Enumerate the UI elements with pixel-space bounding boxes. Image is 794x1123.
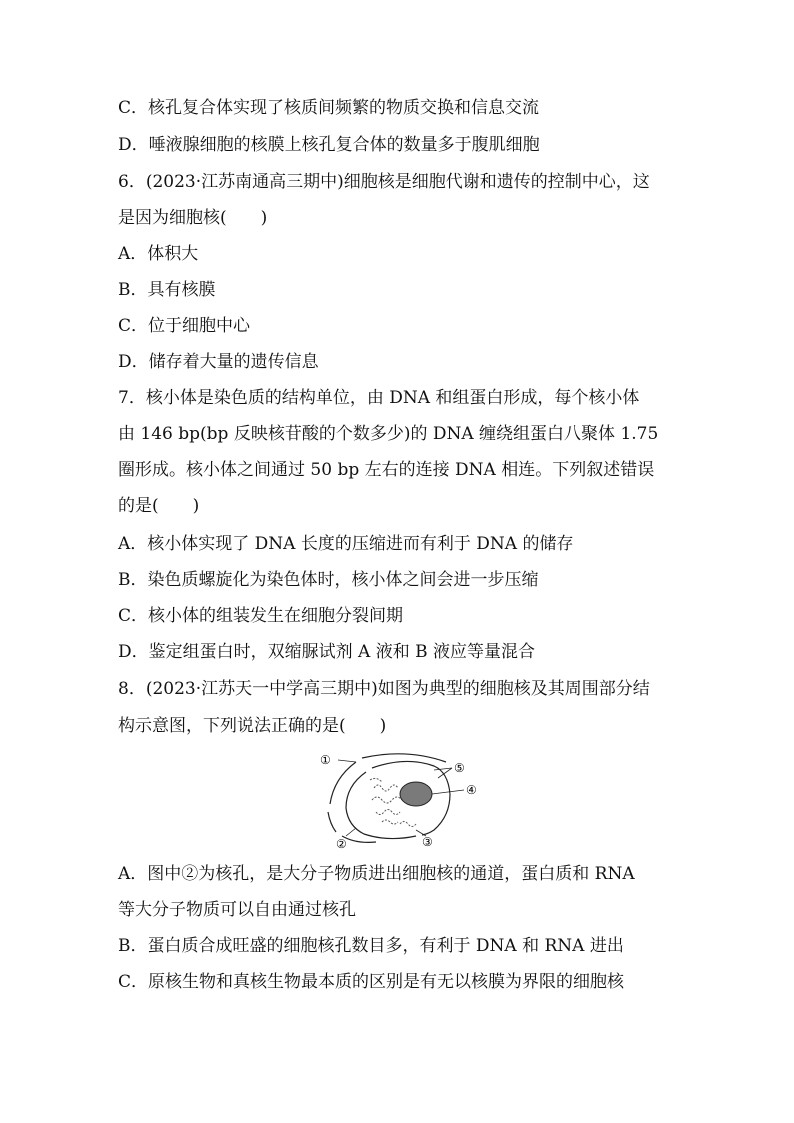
nuclear-envelope-outer-arc-2 [328,812,336,832]
label-1: ① [320,753,331,767]
option-b-q8: B．蛋白质合成旺盛的细胞核孔数目多，有利于 DNA 和 RNA 进出 [118,936,624,956]
question-7-stem-cont-2: 圈形成。核小体之间通过 50 bp 左右的连接 DNA 相连。下列叙述错误 [118,460,655,480]
option-b-q7: B．染色质螺旋化为染色体时，核小体之间会进一步压缩 [118,570,539,590]
question-7-stem-cont-1: 由 146 bp(bp 反映核苷酸的个数多少)的 DNA 缠绕组蛋白八聚体 1.75 [118,424,659,444]
option-a-q6: A．体积大 [118,244,199,264]
nuclear-envelope-outer-arc-3 [342,836,376,842]
question-6-stem: 6．(2023·江苏南通高三期中)细胞核是细胞代谢和遗传的控制中心，这 [118,172,650,192]
nucleus-diagram-svg [316,750,486,850]
option-a-q8: A．图中②为核孔，是大分子物质进出细胞核的通道，蛋白质和 RNA [118,864,635,884]
option-d-q6: D．储存着大量的遗传信息 [118,352,319,372]
leader-line-1 [338,760,356,762]
nuclear-envelope-outer-arc-4 [362,754,446,762]
label-5: ⑤ [454,761,465,775]
nuclear-envelope-inner [346,772,416,839]
nuclear-envelope-outer-arc-1 [330,762,356,804]
nucleus-diagram [316,750,486,850]
question-8-stem: 8．(2023·江苏天一中学高三期中)如图为典型的细胞核及其周围部分结 [118,679,650,699]
label-3: ③ [422,835,433,849]
label-4: ④ [466,783,477,797]
option-c-q6: C．位于细胞中心 [118,316,251,336]
option-c-q5: C．核孔复合体实现了核质间频繁的物质交换和信息交流 [118,98,540,118]
option-d-q7: D．鉴定组蛋白时，双缩脲试剂 A 液和 B 液应等量混合 [118,642,536,662]
question-7-stem-cont-3: 的是( ) [118,496,200,516]
question-6-stem-cont: 是因为细胞核( ) [118,208,268,228]
question-8-stem-cont: 构示意图，下列说法正确的是( ) [118,716,387,736]
option-d-q5: D．唾液腺细胞的核膜上核孔复合体的数量多于腹肌细胞 [118,135,540,155]
option-c-q8: C．原核生物和真核生物最本质的区别是有无以核膜为界限的细胞核 [118,972,625,992]
option-a-q8-cont: 等大分子物质可以自由通过核孔 [118,900,356,920]
question-7-stem: 7．核小体是染色质的结构单位，由 DNA 和组蛋白形成，每个核小体 [118,388,640,408]
leader-line-2 [346,828,356,836]
nucleolus [400,782,432,806]
leader-line-4 [432,790,464,794]
option-b-q6: B．具有核膜 [118,280,216,300]
option-c-q7: C．核小体的组装发生在细胞分裂间期 [118,606,404,626]
option-a-q7: A．核小体实现了 DNA 长度的压缩进而有利于 DNA 的储存 [118,534,574,554]
label-2: ② [336,837,347,850]
